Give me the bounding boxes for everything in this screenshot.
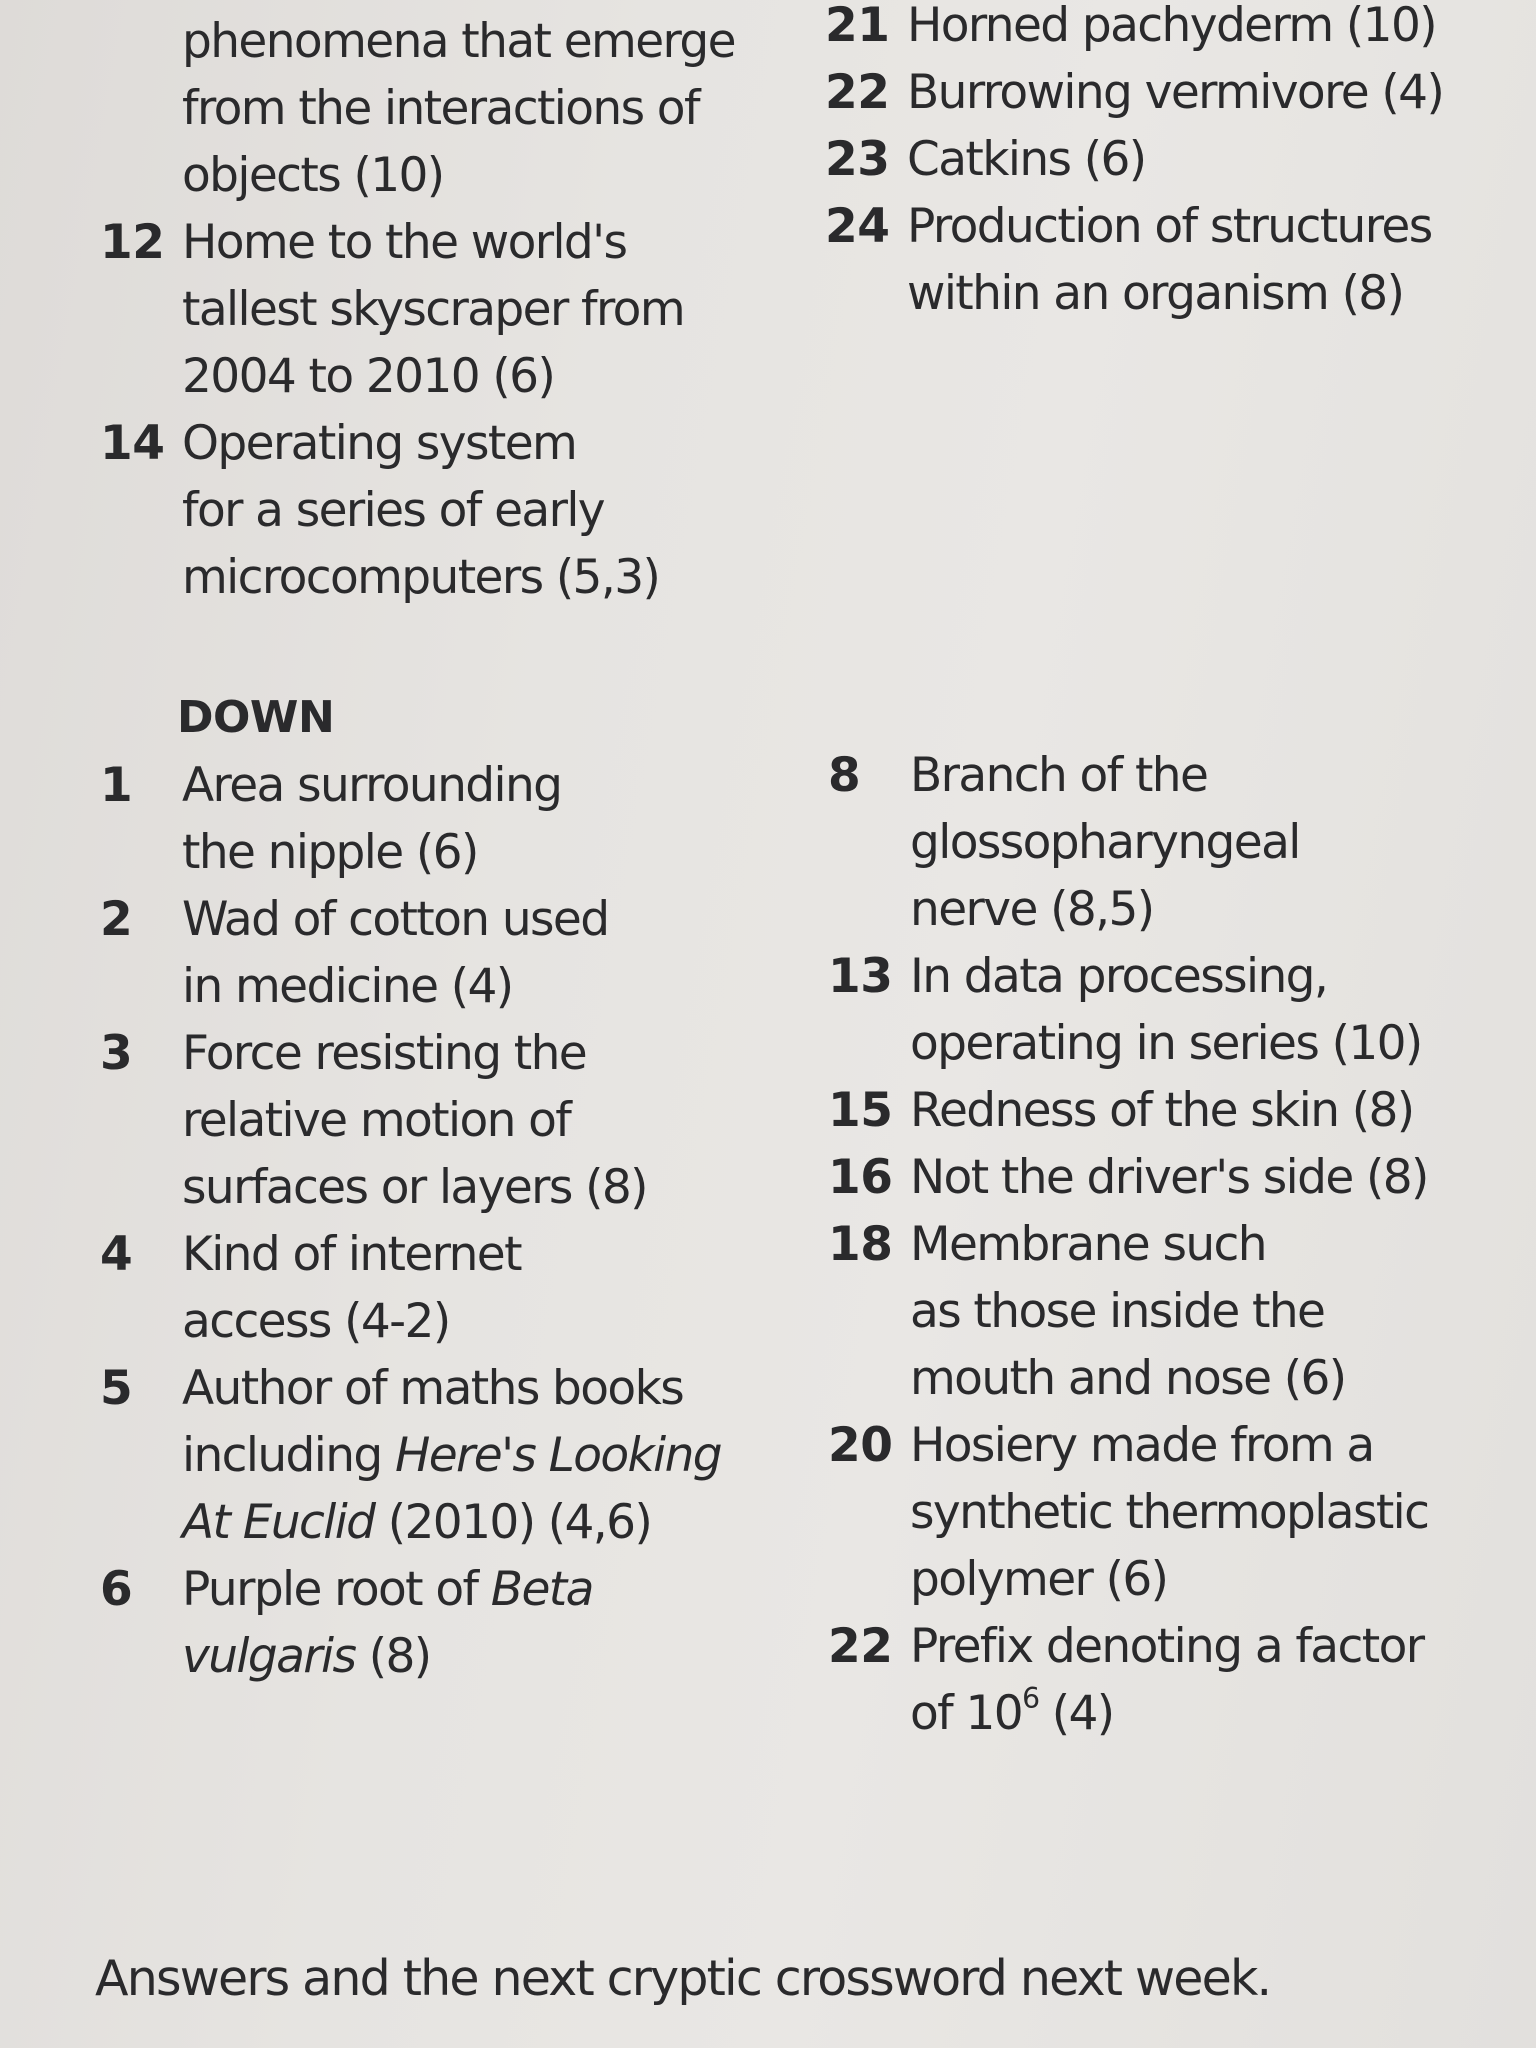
clue-number: 18 <box>828 1217 893 1272</box>
clue-text <box>910 1613 1528 1747</box>
clue-number: 8 <box>828 748 861 803</box>
clue-number: 16 <box>828 1150 893 1205</box>
clue-number: 24 <box>825 199 890 254</box>
clue-text <box>182 1556 740 1690</box>
clue-text-after: (4) <box>1038 1686 1114 1741</box>
clue-number: 4 <box>100 1227 133 1282</box>
clue-down-5 <box>100 1355 740 1556</box>
clue-number: 22 <box>828 1619 893 1674</box>
across-left-column <box>100 8 740 611</box>
clue-text-before: Purple root of <box>182 1562 491 1617</box>
clue-across-22 <box>825 59 1525 126</box>
clue-down-20 <box>828 1412 1528 1613</box>
clue-across-12 <box>100 209 740 410</box>
footer-note: Answers and the next cryptic crossword next week. <box>95 1950 1271 2007</box>
clue-text: Membrane such as those inside the mouth and nose (6) <box>910 1217 1346 1406</box>
clue-down-13 <box>828 943 1528 1077</box>
clue-text: Kind of internet access (4-2) <box>182 1227 521 1349</box>
clue-italic-title: Here's Looking At Euclid <box>182 1428 722 1550</box>
clue-text: Force resisting the relative motion of surfaces or layers (8) <box>182 1026 647 1215</box>
clue-text: phenomena that emerge from the interactions of objects (10) <box>182 14 735 203</box>
clue-text: Redness of the skin (8) <box>910 1083 1414 1138</box>
clue-italic-species: Beta vulgaris <box>182 1562 593 1684</box>
clue-text: Area surrounding the nipple (6) <box>182 758 562 880</box>
clue-number: 2 <box>100 892 133 947</box>
clue-text: Wad of cotton used in medicine (4) <box>182 892 609 1014</box>
clue-number: 13 <box>828 949 893 1004</box>
clue-text <box>182 1355 740 1556</box>
clue-text: Production of structures within an organism (8) <box>907 199 1432 321</box>
down-left-column <box>100 752 740 1690</box>
clue-text: Horned pachyderm (10) <box>907 0 1437 53</box>
clue-across-21 <box>825 0 1525 59</box>
down-right-column <box>828 742 1528 1747</box>
clue-down-15 <box>828 1077 1528 1144</box>
clue-down-16 <box>828 1144 1528 1211</box>
clue-number: 12 <box>100 215 165 270</box>
clue-number: 3 <box>100 1026 133 1081</box>
clue-number: 1 <box>100 758 133 813</box>
clue-across-14 <box>100 410 740 611</box>
clue-down-2 <box>100 886 740 1020</box>
clue-number: 23 <box>825 132 890 187</box>
across-right-column <box>825 0 1525 327</box>
clue-down-8 <box>828 742 1528 943</box>
clue-across-24 <box>825 193 1525 327</box>
clue-number: 5 <box>100 1361 133 1416</box>
clue-text: Operating system for a series of early microcomputers (5,3) <box>182 416 660 605</box>
clue-number: 15 <box>828 1083 893 1138</box>
down-heading: DOWN <box>177 692 335 743</box>
clue-down-22 <box>828 1613 1528 1747</box>
clue-text: In data processing, operating in series (10) <box>910 949 1422 1071</box>
clue-text: Home to the world's tallest skyscraper from 2004 to 2010 (6) <box>182 215 685 404</box>
clue-text-before: Author of maths books including <box>182 1361 684 1483</box>
clue-text-after: (2010) (4,6) <box>374 1495 652 1550</box>
clue-text: Branch of the glossopharyngeal nerve (8,5) <box>910 748 1300 937</box>
clue-down-1 <box>100 752 740 886</box>
clue-across-continued <box>100 8 740 209</box>
clue-down-6 <box>100 1556 740 1690</box>
clue-text: Not the driver's side (8) <box>910 1150 1428 1205</box>
clue-down-3 <box>100 1020 740 1221</box>
clue-text: Hosiery made from a synthetic thermoplastic polymer (6) <box>910 1418 1429 1607</box>
clue-text-before: Prefix denoting a factor of 10 <box>910 1619 1424 1741</box>
clue-down-4 <box>100 1221 740 1355</box>
clue-text: Catkins (6) <box>907 132 1146 187</box>
clue-down-18 <box>828 1211 1528 1412</box>
clue-text-after: (8) <box>355 1629 431 1684</box>
clue-across-23 <box>825 126 1525 193</box>
clue-number: 6 <box>100 1562 133 1617</box>
clue-text: Burrowing vermivore (4) <box>907 65 1444 120</box>
clue-number: 22 <box>825 65 890 120</box>
superscript-exponent: 6 <box>1022 1682 1039 1716</box>
clue-number: 14 <box>100 416 165 471</box>
clue-number: 21 <box>825 0 890 53</box>
clue-number: 20 <box>828 1418 893 1473</box>
